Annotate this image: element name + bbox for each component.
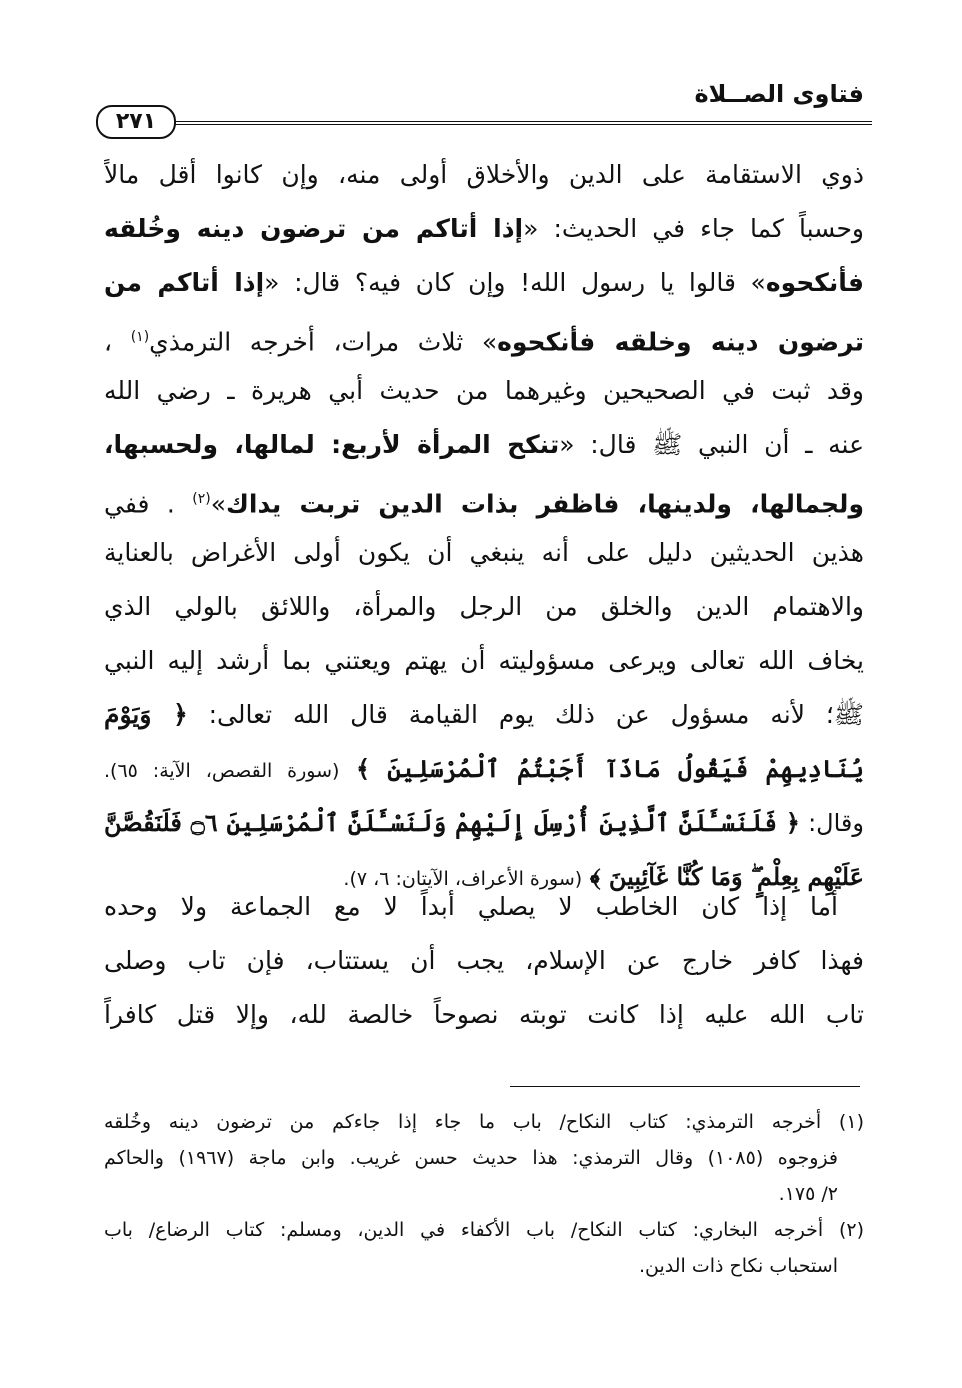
footnotes bbox=[104, 1104, 864, 1284]
line-text: هذين الحديثين دليل على أنه ينبغي أن يكون أولى الأغراض بالعناية bbox=[104, 538, 864, 567]
quran-verse: عَلَيْهِم بِعِلْمٍ ۖ وَمَا كُنَّا غَآئِبِينَ ﴾ bbox=[589, 862, 864, 891]
text-line bbox=[104, 634, 864, 688]
footnote-line: استحباب نكاح ذات الدين. bbox=[638, 1255, 838, 1277]
text-line bbox=[104, 256, 864, 310]
line-text: والاهتمام الدين والخلق من الرجل والمرأة، واللائق بالولي الذي bbox=[104, 592, 864, 621]
line-text: ذوي الاستقامة على الدين والأخلاق أولى منه، وإن كانوا أقل مالاً bbox=[104, 160, 864, 189]
paragraph-2 bbox=[104, 880, 864, 1042]
text-line bbox=[104, 688, 864, 742]
line-text: » bbox=[210, 489, 226, 519]
verse-reference: (سورة القصص، الآية: ٦٥). bbox=[104, 760, 340, 782]
text-line bbox=[104, 526, 864, 580]
footnote-marker[interactable]: (٢) bbox=[192, 491, 211, 507]
text-line bbox=[104, 148, 864, 202]
footnote-line: ٢/ ١٧٥. bbox=[778, 1183, 838, 1205]
footnote-line: (٢) أخرجه البخاري: كتاب النكاح/ باب الأكفاء في الدين، ومسلم: كتاب الرضاع/ باب bbox=[104, 1219, 864, 1241]
paragraph-1 bbox=[104, 148, 864, 904]
text-line bbox=[104, 472, 864, 526]
text-line bbox=[104, 580, 864, 634]
hadith-text: تنكح المرأة لأربع: لمالها، ولحسبها، bbox=[104, 430, 560, 459]
line-text: . ففي bbox=[104, 489, 175, 519]
line-text: عنه ـ أن النبي ﷺ قال: « bbox=[559, 430, 864, 459]
text-line bbox=[104, 988, 864, 1042]
line-text: فهذا كافر خارج عن الإسلام، يجب أن يستتاب، فإن تاب وصلى bbox=[104, 946, 864, 975]
text-line bbox=[104, 934, 864, 988]
text-line bbox=[104, 364, 864, 418]
hadith-text: فأنكحوه bbox=[765, 268, 864, 297]
page-number: ٢٧١ bbox=[96, 105, 176, 139]
line-text: وحسباً كما جاء في الحديث: « bbox=[523, 214, 864, 243]
line-text: وقال: bbox=[808, 809, 864, 837]
quran-verse: يُنَادِيهِمْ فَيَقُولُ مَاذَآ أَجَبْتُمُ ٱلْمُرْسَلِينَ ﴾ bbox=[355, 754, 864, 783]
text-line bbox=[104, 202, 864, 256]
line-text: يخاف الله تعالى ويرعى مسؤوليته أن يهتم ويعتني بما أرشد إليه النبي bbox=[104, 646, 864, 675]
line-text: تاب الله عليه إذا كانت توبته نصوحاً خالصة لله، وإلا قتل كافراً bbox=[104, 1000, 864, 1029]
book-title: فتاوى الصــلاة bbox=[694, 80, 864, 108]
quran-verse: ﴿ وَيَوْمَ bbox=[104, 700, 188, 729]
hadith-text: ترضون دينه وخلقه فأنكحوه bbox=[497, 327, 864, 357]
line-text: وقد ثبت في الصحيحين وغيرهما من حديث أبي هريرة ـ رضي الله bbox=[104, 376, 864, 405]
line-text: ، bbox=[104, 327, 113, 357]
footnote-separator bbox=[510, 1086, 860, 1087]
text-line bbox=[104, 880, 864, 934]
hadith-text: إذا أتاكم من ترضون دينه وخُلقه bbox=[104, 214, 524, 243]
footnote-line: (١) أخرجه الترمذي: كتاب النكاح/ باب ما جاء إذا جاءكم من ترضون دينه وخُلقه bbox=[104, 1111, 864, 1133]
line-text: » قالوا يا رسول الله! وإن كان فيه؟ قال: « bbox=[264, 268, 766, 297]
text-line bbox=[104, 310, 864, 364]
text-line bbox=[104, 418, 864, 472]
line-text: » ثلاث مرات، أخرجه الترمذي bbox=[149, 327, 498, 357]
quran-verse: ﴿ فَلَنَسْـَٔلَنَّ ٱلَّذِينَ أُرْسِلَ إِلَيْهِمْ وَلَنَسْـَٔلَنَّ ٱلْمُرْسَلِينَ ۝٦ فَلَنَقُصَّنَّ bbox=[104, 808, 800, 837]
hadith-text: إذا أتاكم من bbox=[104, 268, 265, 297]
footnote-marker[interactable]: (١) bbox=[130, 329, 150, 345]
header-rule bbox=[165, 121, 872, 125]
hadith-text: ولجمالها، ولدينها، فاظفر بذات الدين تربت يداك bbox=[225, 489, 864, 519]
footnote-line: فزوجوه (١٠٨٥) وقال الترمذي: هذا حديث حسن غريب. وابن ماجة (١٩٦٧) والحاكم bbox=[104, 1147, 838, 1169]
text-line bbox=[104, 796, 864, 850]
verse-reference: (سورة الأعراف، الآيتان: ٦، ٧). bbox=[343, 868, 583, 890]
line-text: أما إذا كان الخاطب لا يصلي أبداً لا مع الجماعة ولا وحده bbox=[104, 892, 838, 921]
text-line bbox=[104, 742, 864, 796]
line-text: ﷺ؛ لأنه مسؤول عن ذلك يوم القيامة قال الله تعالى: bbox=[208, 700, 864, 729]
